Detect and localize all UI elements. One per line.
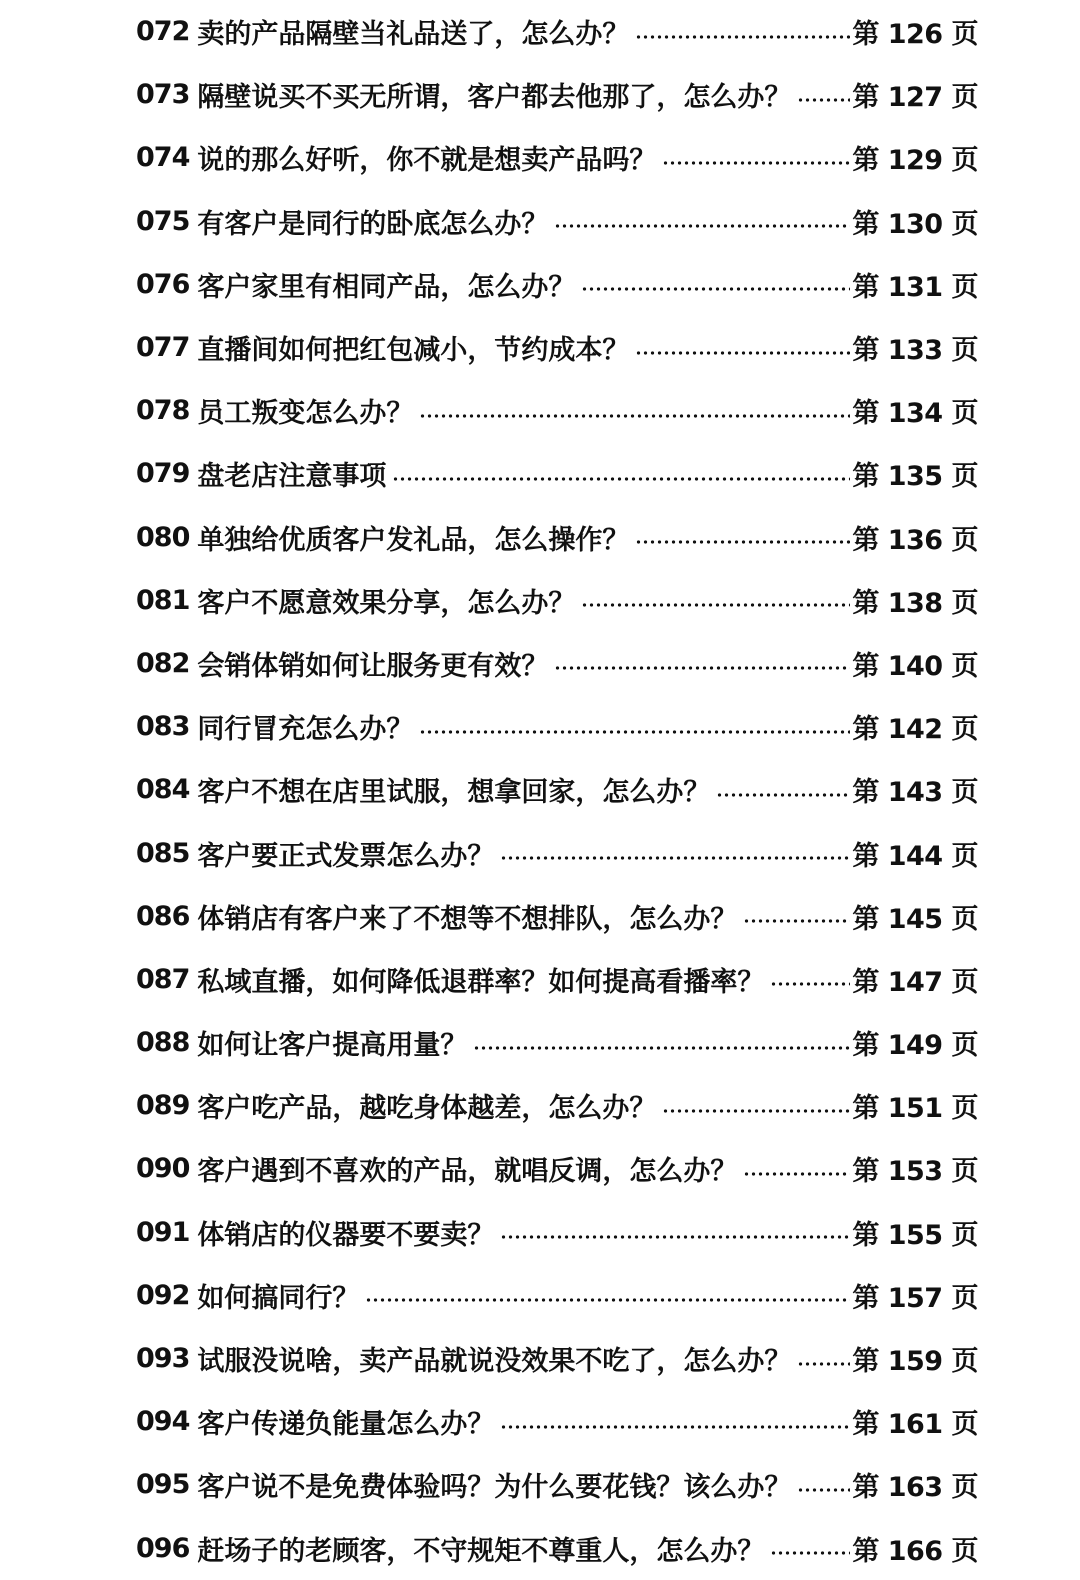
dot-leader [500,856,850,860]
dot-leader [500,1425,850,1429]
entry-page: 第 144 页 [852,840,978,872]
entry-title: 私域直播，如何降低退群率？如何提高看播率？ [197,966,765,998]
entry-title: 客户说不是免费体验吗？为什么要花钱？该么办？ [197,1472,792,1504]
toc-entry[interactable] [136,126,978,189]
toc-entry[interactable] [136,253,978,316]
entry-page: 第 130 页 [852,208,978,240]
entry-title: 同行冒充怎么办？ [197,714,414,746]
toc-entry[interactable] [136,569,978,632]
entry-page: 第 163 页 [852,1472,978,1504]
entry-number: 086 [136,900,190,932]
toc-entry[interactable] [136,1074,978,1137]
entry-page: 第 149 页 [852,1030,978,1062]
entry-title: 如何让客户提高用量？ [197,1030,468,1062]
entry-number: 089 [136,1090,190,1122]
toc-entry[interactable] [136,506,978,569]
entry-title: 客户不想在店里试服，想拿回家，怎么办？ [197,777,711,809]
entry-page: 第 155 页 [852,1219,978,1251]
dot-leader [500,1235,850,1239]
toc-entry[interactable] [136,316,978,379]
dot-leader [770,982,850,986]
entry-number: 073 [136,79,190,111]
entry-page: 第 129 页 [852,145,978,177]
entry-number: 095 [136,1469,190,1501]
table-of-contents [136,0,978,1580]
entry-title: 直播间如何把红包减小，节约成本？ [197,335,630,367]
entry-number: 081 [136,584,190,616]
entry-number: 080 [136,521,190,553]
entry-page: 第 127 页 [852,82,978,114]
dot-leader [635,351,850,355]
toc-entry[interactable] [136,1327,978,1390]
toc-entry[interactable] [136,63,978,126]
entry-number: 096 [136,1532,190,1564]
toc-entry[interactable] [136,442,978,505]
entry-page: 第 161 页 [852,1409,978,1441]
entry-title: 有客户是同行的卧底怎么办？ [197,208,549,240]
toc-entry[interactable] [136,190,978,253]
entry-title: 盘老店注意事项 [197,461,387,493]
dot-leader [797,1488,850,1492]
toc-entry[interactable] [136,821,978,884]
dot-leader [635,540,850,544]
toc-entry[interactable] [136,379,978,442]
entry-number: 083 [136,711,190,743]
entry-page: 第 126 页 [852,19,978,51]
dot-leader [797,1362,850,1366]
entry-title: 隔壁说买不买无所谓，客户都去他那了，怎么办？ [197,82,792,114]
toc-entry[interactable] [136,1137,978,1200]
toc-entry[interactable] [136,0,978,63]
toc-entry[interactable] [136,1453,978,1516]
entry-page: 第 133 页 [852,335,978,367]
dot-leader [743,1172,850,1176]
entry-page: 第 159 页 [852,1346,978,1378]
dot-leader [716,793,850,797]
dot-leader [419,414,850,418]
entry-number: 093 [136,1343,190,1375]
toc-entry[interactable] [136,758,978,821]
entry-number: 084 [136,774,190,806]
entry-title: 客户遇到不喜欢的产品，就唱反调，怎么办？ [197,1156,738,1188]
entry-number: 075 [136,205,190,237]
dot-leader [473,1046,850,1050]
entry-page: 第 135 页 [852,461,978,493]
entry-number: 092 [136,1279,190,1311]
entry-title: 卖的产品隔壁当礼品送了，怎么办？ [197,19,630,51]
entry-title: 赶场子的老顾客，不守规矩不尊重人，怎么办？ [197,1535,765,1567]
dot-leader [581,287,850,291]
dot-leader [797,98,850,102]
entry-number: 072 [136,16,190,48]
entry-number: 074 [136,142,190,174]
dot-leader [662,161,850,165]
entry-page: 第 153 页 [852,1156,978,1188]
entry-page: 第 143 页 [852,777,978,809]
entry-title: 单独给优质客户发礼品，怎么操作？ [197,524,630,556]
entry-number: 087 [136,963,190,995]
entry-title: 客户要正式发票怎么办？ [197,840,495,872]
entry-number: 082 [136,647,190,679]
entry-title: 说的那么好听，你不就是想卖产品吗？ [197,145,657,177]
entry-number: 079 [136,458,190,490]
toc-entry[interactable] [136,948,978,1011]
dot-leader [743,919,850,923]
dot-leader [635,35,850,39]
entry-page: 第 140 页 [852,650,978,682]
entry-number: 090 [136,1153,190,1185]
dot-leader [581,603,850,607]
entry-number: 076 [136,268,190,300]
dot-leader [554,224,850,228]
entry-title: 会销体销如何让服务更有效？ [197,650,549,682]
entry-number: 077 [136,332,190,364]
dot-leader [662,1109,850,1113]
entry-page: 第 151 页 [852,1093,978,1125]
entry-page: 第 166 页 [852,1535,978,1567]
toc-entry[interactable] [136,1264,978,1327]
entry-page: 第 131 页 [852,271,978,303]
entry-number: 088 [136,1027,190,1059]
entry-title: 体销店的仪器要不要卖？ [197,1219,495,1251]
entry-page: 第 147 页 [852,966,978,998]
entry-title: 客户不愿意效果分享，怎么办？ [197,587,576,619]
dot-leader [770,1551,850,1555]
entry-page: 第 136 页 [852,524,978,556]
entry-page: 第 145 页 [852,903,978,935]
entry-number: 085 [136,837,190,869]
entry-title: 如何搞同行？ [197,1282,360,1314]
toc-entry[interactable] [136,695,978,758]
entry-title: 员工叛变怎么办？ [197,398,414,430]
entry-title: 客户传递负能量怎么办？ [197,1409,495,1441]
toc-entry[interactable] [136,885,978,948]
entry-title: 客户吃产品，越吃身体越差，怎么办？ [197,1093,657,1125]
toc-entry[interactable] [136,1517,978,1580]
dot-leader [554,666,850,670]
entry-page: 第 142 页 [852,714,978,746]
entry-page: 第 157 页 [852,1282,978,1314]
entry-page: 第 138 页 [852,587,978,619]
entry-page: 第 134 页 [852,398,978,430]
toc-entry[interactable] [136,1390,978,1453]
toc-entry[interactable] [136,1201,978,1264]
entry-number: 094 [136,1406,190,1438]
entry-title: 体销店有客户来了不想等不想排队，怎么办？ [197,903,738,935]
entry-number: 078 [136,395,190,427]
toc-entry[interactable] [136,632,978,695]
toc-entry[interactable] [136,1011,978,1074]
entry-number: 091 [136,1216,190,1248]
dot-leader [419,730,850,734]
dot-leader [365,1298,850,1302]
dot-leader [392,477,850,481]
entry-title: 客户家里有相同产品，怎么办？ [197,271,576,303]
entry-title: 试服没说啥，卖产品就说没效果不吃了，怎么办？ [197,1346,792,1378]
